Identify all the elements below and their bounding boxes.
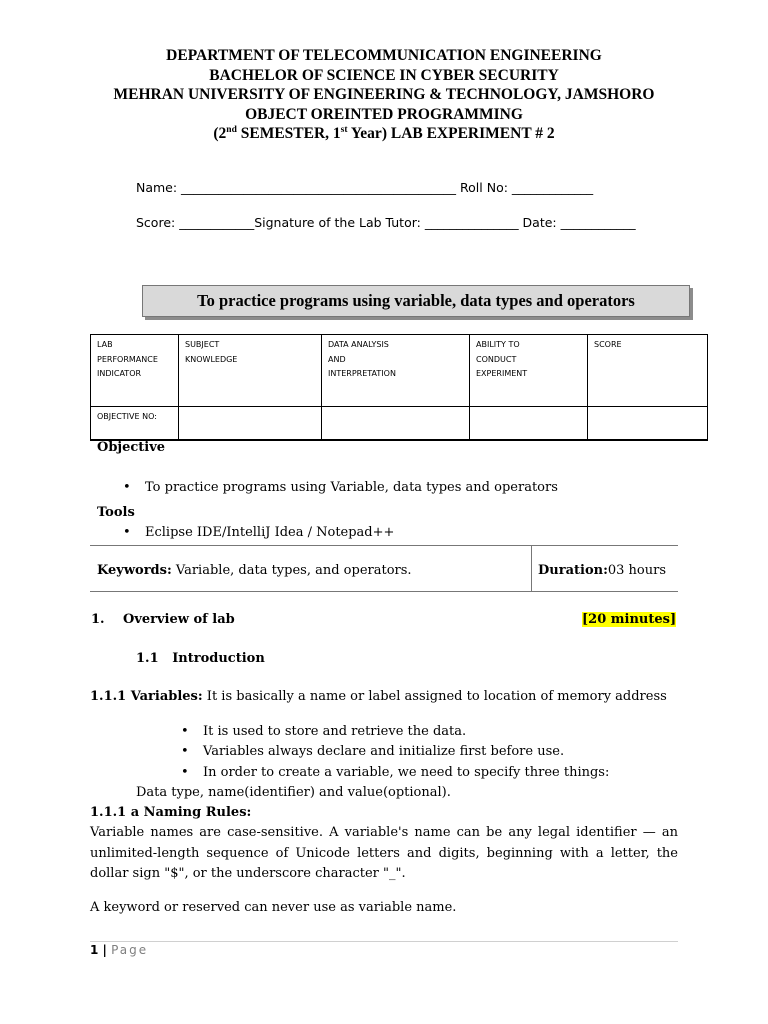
table-header-cell: DATA ANALYSIS AND INTERPRETATION [322, 335, 470, 407]
page-footer: 1 | Page [90, 943, 149, 957]
department-line: DEPARTMENT OF TELECOMMUNICATION ENGINEERING [166, 47, 602, 64]
keywords-text: Keywords: Variable, data types, and operators. [97, 563, 412, 578]
duration-text: Duration:03 hours [538, 563, 667, 578]
table-header-cell: LAB PERFORMANCE INDICATOR [91, 335, 179, 407]
bullet-icon: • [181, 724, 189, 739]
section-1-title: Overview of lab [123, 612, 235, 627]
table-header-cell: SCORE [588, 335, 708, 407]
program-line: BACHELOR OF SCIENCE IN CYBER SECURITY [209, 66, 559, 84]
table-cell [588, 407, 708, 441]
section-1-number: 1. [91, 612, 105, 627]
course-line: OBJECT OREINTED PROGRAMMING [245, 105, 523, 123]
semester-line: (2nd SEMESTER, 1st Year) LAB EXPERIMENT # 2 [213, 124, 555, 142]
tools-heading: Tools [97, 505, 135, 520]
section-1-time: [20 minutes] [582, 612, 677, 627]
variables-continuation: Data type, name(identifier) and value(optional). [136, 785, 451, 800]
section-1-1-heading: 1.1 Introduction [136, 651, 265, 666]
bullet-icon: • [181, 744, 189, 759]
name-rollno-field: Name: ____________________________________________ Roll No: _____________ [136, 180, 594, 195]
keywords-divider [531, 546, 532, 591]
objective-no-cell: OBJECTIVE NO: [91, 407, 179, 441]
naming-rules-heading: 1.1.1 a Naming Rules: [90, 805, 252, 820]
bullet-icon: • [181, 765, 189, 780]
variables-bullet: • In order to create a variable, we need to specify three things: [181, 765, 610, 780]
table-cell [322, 407, 470, 441]
performance-indicator-table [90, 334, 708, 441]
bullet-icon: • [123, 480, 131, 495]
naming-rules-paragraph: Variable names are case-sensitive. A variable's name can be any legal identifier — an unlimited-length sequence of Unicode letters and digits, beginning with a letter, the dollar sign "$", or the underscore character "_". [90, 825, 678, 881]
table-header-cell: ABILITY TO CONDUCT EXPERIMENT [470, 335, 588, 407]
keywords-box [90, 545, 678, 592]
objective-bullet: • To practice programs using Variable, data types and operators [123, 480, 558, 495]
bullet-icon: • [123, 525, 131, 540]
table-header-cell: SUBJECT KNOWLEDGE [179, 335, 322, 407]
variables-bullet: • Variables always declare and initialize first before use. [181, 744, 565, 759]
score-signature-date-field: Score: ____________Signature of the Lab Tutor: _______________ Date: ____________ [136, 215, 636, 230]
document-header [0, 46, 768, 144]
variables-definition: 1.1.1 Variables: It is basically a name or label assigned to location of memory address [90, 689, 667, 704]
objective-heading: Objective [97, 440, 166, 455]
keyword-rule-paragraph: A keyword or reserved can never use as variable name. [90, 900, 457, 915]
footer-divider [90, 941, 678, 942]
lab-title-banner: To practice programs using variable, data types and operators [142, 285, 690, 317]
table-cell [470, 407, 588, 441]
table-cell [179, 407, 322, 441]
variables-bullet: • It is used to store and retrieve the data. [181, 724, 467, 739]
tools-bullet: • Eclipse IDE/IntelliJ Idea / Notepad++ [123, 525, 395, 540]
university-line: MEHRAN UNIVERSITY OF ENGINEERING & TECHNOLOGY, JAMSHORO [113, 86, 655, 103]
